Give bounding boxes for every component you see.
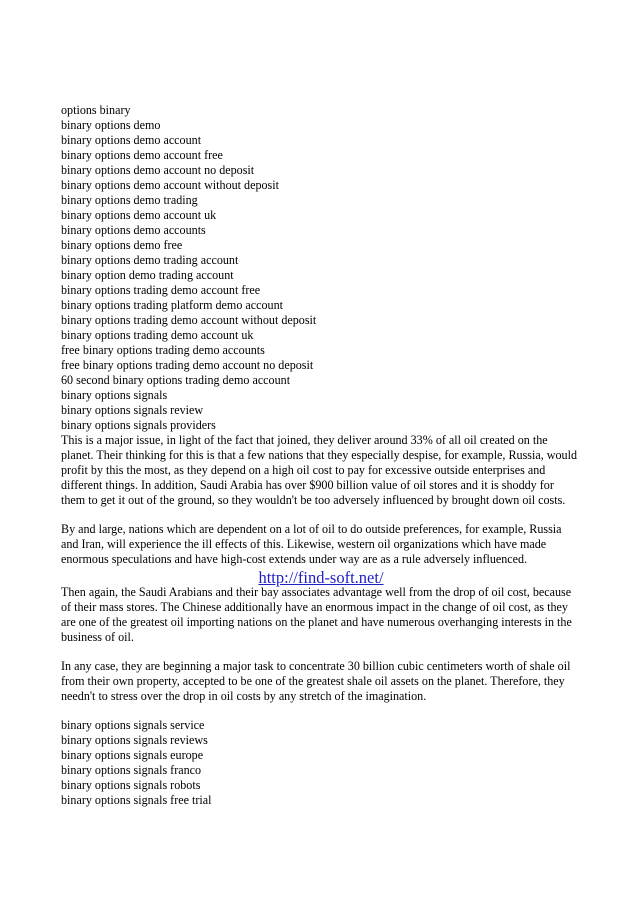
paragraph-oil-production: This is a major issue, in light of the fact that joined, they deliver around 33% of all oil created on the planet. Their thinking for this is that a few nations that they especially despise, for example, Russia, would profit by this the most, as they depend on a high oil cost to pay for excessive outside enterprises and different things. In addition, Saudi Arabia has over $900 billion value of oil stores and it is shoddy for them to get it out of the ground, so they wouldn't be too adversely influenced by brought down oil costs. bbox=[61, 433, 577, 507]
keyword-line: binary options trading demo account uk bbox=[61, 328, 254, 342]
paragraph-spacer bbox=[61, 704, 581, 718]
keyword-line: binary options signals service bbox=[61, 718, 205, 732]
keyword-line: binary options demo trading bbox=[61, 193, 198, 207]
keyword-line: binary options signals review bbox=[61, 403, 204, 417]
paragraph-shale-oil: In any case, they are beginning a major task to concentrate 30 billion cubic centimeters worth of shale oil from their own property, accepted to be one of the greatest shale oil assets on the planet. Therefore, they needn't to stress over the drop in oil costs by any stretch of the imagination. bbox=[61, 659, 571, 703]
paragraph-saudi-chinese: Then again, the Saudi Arabians and their bay associates advantage well from the drop of oil cost, because of their mass stores. The Chinese additionally have an enormous impact in the change of oil cost, as they are one of the greatest oil importing nations on the planet and have numerous overhanging interests in the business of oil. bbox=[61, 585, 572, 644]
keyword-line: binary options demo trading account bbox=[61, 253, 239, 267]
paragraph-spacer bbox=[61, 645, 581, 659]
keyword-list-top bbox=[61, 103, 581, 433]
keyword-line: binary options signals reviews bbox=[61, 733, 208, 747]
keyword-line: binary options demo account bbox=[61, 133, 202, 147]
paragraph-spacer bbox=[61, 508, 581, 522]
keyword-line: binary options signals franco bbox=[61, 763, 202, 777]
keyword-line: binary options signals bbox=[61, 388, 168, 402]
keyword-line: binary options demo account free bbox=[61, 148, 223, 162]
keyword-line: binary options trading platform demo account bbox=[61, 298, 283, 312]
keyword-line: binary options demo account uk bbox=[61, 208, 217, 222]
keyword-list-bottom bbox=[61, 718, 581, 808]
keyword-line: binary options demo account without deposit bbox=[61, 178, 279, 192]
document-body bbox=[61, 103, 581, 808]
keyword-line: binary options signals europe bbox=[61, 748, 204, 762]
keyword-line: binary options demo bbox=[61, 118, 161, 132]
keyword-line: 60 second binary options trading demo account bbox=[61, 373, 291, 387]
keyword-line: binary options demo account no deposit bbox=[61, 163, 255, 177]
keyword-line: binary options signals providers bbox=[61, 418, 216, 432]
keyword-line: binary options signals free trial bbox=[61, 793, 212, 807]
keyword-line: binary options demo free bbox=[61, 238, 183, 252]
keyword-line: binary option demo trading account bbox=[61, 268, 234, 282]
keyword-line: options binary bbox=[61, 103, 131, 117]
keyword-line: binary options trading demo account without deposit bbox=[61, 313, 317, 327]
keyword-line: binary options demo accounts bbox=[61, 223, 206, 237]
keyword-line: binary options trading demo account free bbox=[61, 283, 261, 297]
keyword-line: binary options signals robots bbox=[61, 778, 201, 792]
keyword-line: free binary options trading demo accounts bbox=[61, 343, 265, 357]
paragraph-dependent-nations: By and large, nations which are dependent on a lot of oil to do outside preferences, for example, Russia and Iran, will experience the ill effects of this. Likewise, western oil organizations which have made enormous speculations and have high-cost extends under way are as a rule adversely influenced. bbox=[61, 522, 562, 566]
keyword-line: free binary options trading demo account no deposit bbox=[61, 358, 314, 372]
find-soft-link[interactable]: http://find-soft.net/ bbox=[258, 568, 384, 587]
